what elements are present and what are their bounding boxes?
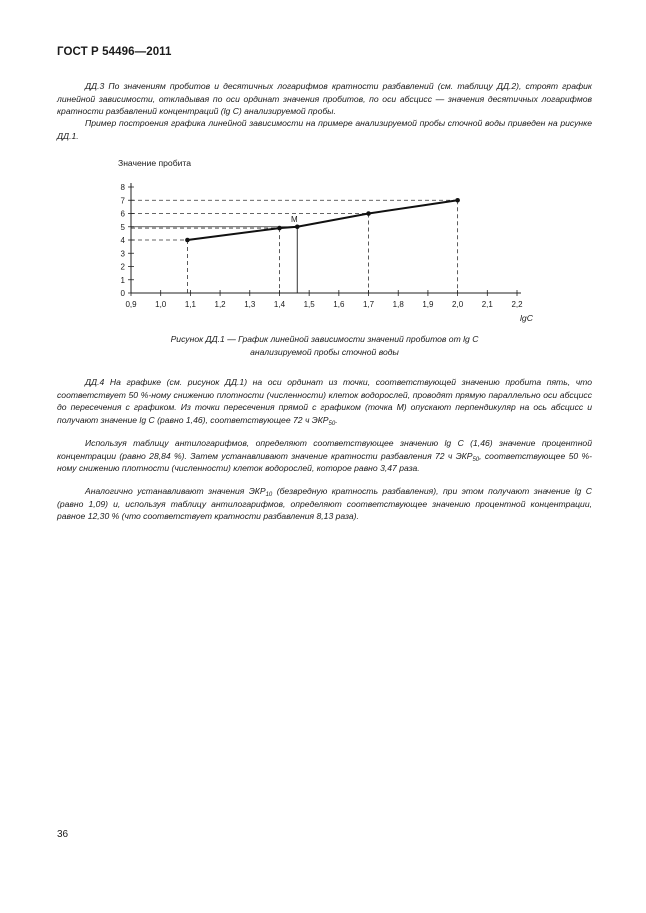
y-axis-title: Значение пробита <box>118 158 192 168</box>
x-tick-label: 1,7 <box>362 300 375 309</box>
data-point <box>277 226 282 231</box>
paragraph-dd4: ДД.4 На графике (см. рисунок ДД.1) на оси ординат из точки, соответствующей значению пробита пять, что соответствует 50 %-ному снижению плотности (численности) клеток водорослей, проводят прямую параллельно оси абсцисс до пересечения с графиком. Из точки пересечения прямой с графиком (точка М) опускают перпендикуляр на ось абсцисс и получают значение lg C (равно 1,46), соответствующее 72 ч $ЭКР_{50}$. <box>57 377 592 427</box>
probit-chart <box>0 0 646 330</box>
paragraph-antilog: Используя таблицу антилогарифмов, определяют соответствующее значению lg C (1,46) значение процентной концентрации (равно 28,84 %). Затем устанавливают значение кратности разбавления 72 ч $ЭКР_{50}$, соответствующее 50 %-ному снижению плотности (численности) клеток водорослей, которое равно 3,47 раза. <box>57 438 592 474</box>
page-number: 36 <box>57 829 69 840</box>
x-tick-label: 1,2 <box>214 300 226 309</box>
y-tick-label: 1 <box>120 275 125 285</box>
caption-line-1: Рисунок ДД.1 — График линейной зависимости значений пробитов от lg C <box>170 334 479 344</box>
y-tick-label: 8 <box>120 183 125 192</box>
caption-line-2: анализируемой пробы сточной воды <box>250 346 399 357</box>
x-tick-label: 0,9 <box>125 300 137 309</box>
ticks <box>121 183 524 309</box>
y-tick-label: 4 <box>120 236 125 245</box>
x-tick-label: 1,0 <box>155 300 167 309</box>
document-header: ГОСТ Р 54496—2011 <box>57 46 172 58</box>
paragraph-example: Пример построения графика линейной зависимости на примере анализируемой пробы сточной воды приведен на рисунке ДД.1. <box>57 118 592 141</box>
series-line <box>187 200 457 240</box>
y-tick-label: 7 <box>120 196 125 206</box>
x-tick-label: 1,8 <box>392 300 404 309</box>
x-tick-label: 2,2 <box>511 300 523 309</box>
data-point <box>185 238 190 243</box>
point-m-label: М <box>290 214 298 224</box>
paragraph-ekr10: Аналогично устанавливают значения $ЭКР_{10}$ (безвредную кратность разбавления), при этом получают значение lg C (равно 1,09) и, используя таблицу антилогарифмов, определяют соответствующее значению процентной концентрации, равное 12,30 % (что соответствует кратности разбавления 8,13 раза). <box>57 486 592 522</box>
y-tick-label: 2 <box>120 262 125 272</box>
x-tick-label: 1,5 <box>303 300 315 309</box>
x-tick-label: 2,1 <box>481 300 493 309</box>
axes <box>131 183 521 293</box>
data-point <box>295 224 300 229</box>
y-tick-label: 5 <box>120 222 125 232</box>
x-tick-label: 1,4 <box>273 300 286 309</box>
y-tick-label: 6 <box>120 209 125 219</box>
y-tick-label: 0 <box>120 289 125 298</box>
data-point <box>455 198 460 203</box>
figure-caption <box>57 333 592 358</box>
x-axis-title: lgC <box>520 313 533 323</box>
x-tick-label: 1,3 <box>244 300 256 309</box>
x-tick-label: 1,6 <box>333 300 345 309</box>
x-tick-label: 1,9 <box>422 300 434 309</box>
data-point <box>366 211 371 216</box>
y-tick-label: 3 <box>120 249 125 259</box>
paragraph-dd3: ДД.3 По значениям пробитов и десятичных логарифмов кратности разбавлений (см. таблицу ДД.2), строят график линейной зависимости, откладывая по оси ординат значения пробитов, по оси абсцисс — значения десятичных логарифмов кратности разбавлений концентраций (lg C) анализируемой пробы. <box>57 81 592 117</box>
x-tick-label: 1,1 <box>184 300 196 309</box>
x-tick-label: 2,0 <box>452 300 464 309</box>
series-line <box>187 200 457 240</box>
